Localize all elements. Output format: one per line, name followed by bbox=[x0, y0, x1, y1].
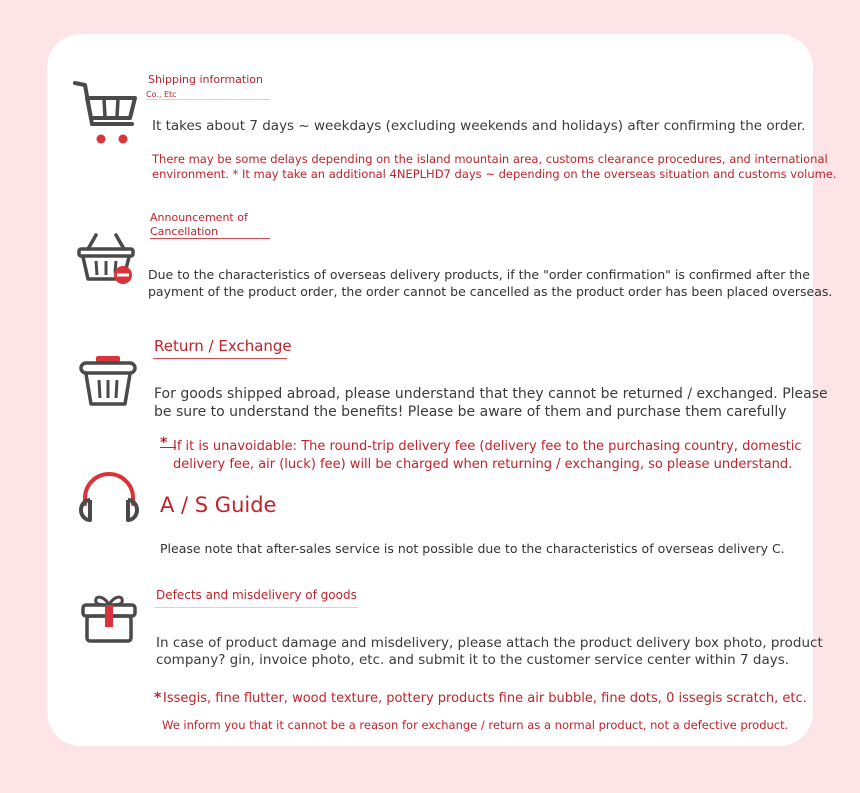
shipping-note-line-2: environment. * It may take an additional 4NEPLHD7 days ~ depending on the overseas situation and customs volume. bbox=[152, 167, 837, 181]
defects-heading-underline bbox=[154, 607, 358, 608]
cancellation-heading-line-2: Cancellation bbox=[150, 225, 219, 238]
return-exchange-note-line-1: If it is unavoidable: The round-trip delivery fee (delivery fee to the purchasing country, domestic bbox=[173, 439, 802, 454]
cancellation-heading-underline bbox=[150, 238, 270, 239]
shipping-text: It takes about 7 days ~ weekdays (excluding weekends and holidays) after confirming the order. bbox=[152, 118, 806, 134]
shipping-heading: Shipping information bbox=[148, 73, 263, 86]
return-exchange-text-line-1: For goods shipped abroad, please understand that they cannot be returned / exchanged. Please bbox=[154, 386, 828, 402]
defects-star: * bbox=[154, 690, 162, 706]
defects-note-line-2: We inform you that it cannot be a reason for exchange / return as a normal product, not a defective product. bbox=[162, 718, 789, 732]
defects-heading: Defects and misdelivery of goods bbox=[156, 588, 357, 602]
shopping-cart-icon bbox=[72, 80, 140, 146]
gift-box-icon bbox=[80, 591, 138, 645]
return-exchange-text-line-2: be sure to understand the benefits! Please be aware of them and purchase them carefully bbox=[154, 404, 787, 420]
shipping-subheading: Co., Etc bbox=[146, 90, 177, 99]
as-guide-heading: A / S Guide bbox=[160, 493, 277, 517]
headphones-icon bbox=[78, 470, 140, 524]
return-exchange-note-line-2: delivery fee, air (luck) fee) will be charged when returning / exchanging, so please understand. bbox=[173, 457, 793, 472]
cancellation-text-line-1: Due to the characteristics of overseas delivery products, if the "order confirmation" is confirmed after the bbox=[148, 267, 810, 282]
return-exchange-star: * bbox=[160, 435, 168, 451]
defects-note-line-1: Issegis, fine flutter, wood texture, pottery products fine air bubble, fine dots, 0 issegis scratch, etc. bbox=[163, 691, 807, 706]
return-exchange-heading-underline bbox=[153, 358, 287, 359]
defects-text-line-1: In case of product damage and misdelivery, please attach the product delivery box photo, product bbox=[156, 635, 823, 651]
shipping-note-line-1: There may be some delays depending on the island mountain area, customs clearance procedures, and international bbox=[152, 152, 828, 166]
return-exchange-heading: Return / Exchange bbox=[154, 337, 292, 355]
basket-remove-icon bbox=[76, 231, 138, 287]
cancellation-text-line-2: payment of the product order, the order cannot be cancelled as the product order has been placed overseas. bbox=[148, 284, 833, 299]
cancellation-heading-line-1: Announcement of bbox=[150, 211, 248, 224]
defects-text-line-2: company? gin, invoice photo, etc. and submit it to the customer service center within 7 days. bbox=[156, 652, 790, 668]
basket-icon bbox=[78, 354, 138, 408]
as-guide-text: Please note that after-sales service is not possible due to the characteristics of overseas delivery C. bbox=[160, 541, 785, 556]
